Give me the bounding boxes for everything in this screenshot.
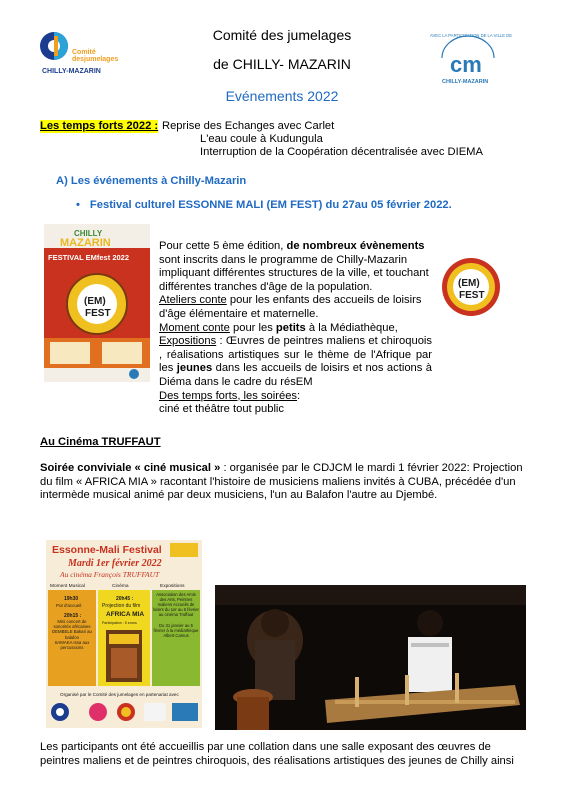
emfest-logo-fest: FEST: [459, 290, 485, 301]
expo-text: : Œuvres de peintres maliens et chiroquois , réalisations artistiques sur le thème de l'Afrique par les: [159, 335, 432, 375]
poster2-col3-head: Expositions: [160, 584, 185, 589]
poster2-date: Mardi 1er février 2022: [68, 558, 162, 569]
poster2-col3-b: Du 31 janvier au 5 février à la médiathèque Albert Camus: [153, 623, 199, 638]
poster1-festival-text: FESTIVAL EMfest 2022: [48, 253, 129, 262]
essonne-mali-poster-image: [46, 540, 202, 728]
poster2-col1-head: Moment Musical: [50, 584, 85, 589]
moment-label: Moment conte: [159, 321, 230, 334]
poster2-venue: Au cinéma François TRUFFAUT: [60, 570, 160, 579]
soirees-colon: :: [297, 389, 301, 402]
poster2-col1-c: DEMBELE Bakari au balafon: [52, 629, 92, 640]
logo-text-4: CHILLY-MAZARIN: [42, 68, 101, 75]
poster2-col2-film: AFRICA MIA: [106, 611, 145, 618]
moment-text: pour les: [229, 321, 276, 334]
poster2-col2-a: Projection du film: [102, 603, 141, 609]
intro-rest: sont inscrits dans le programme de Chilly-Mazarin impliquant différentes structures de la ville, et touchant différentes tranches d'âge de la population.: [159, 253, 429, 293]
poster2-col3-a: Association des Amis des Arts, Peintres maliens Accueils de loisirs du 1er au 6 février au cinéma Truffaut: [153, 592, 199, 617]
poster2-col1-time: 19h30: [64, 596, 79, 602]
poster1-top-text: CHILLY: [74, 229, 103, 238]
intro-text: Pour cette 5 ème édition,: [159, 240, 287, 252]
cm-logo-bottom-text: CHILLY-MAZARIN: [442, 79, 489, 85]
poster1-mark: (EM): [84, 296, 106, 307]
header-subtitle: de CHILLY- MAZARIN: [213, 56, 351, 72]
logo-text-3: jumelages: [84, 56, 119, 63]
temps-forts-item: L'eau coule à Kudungula: [200, 133, 323, 145]
poster2-col2-b: Participation : 5 euros: [102, 621, 137, 625]
temps-forts-label: Les temps forts 2022 :: [40, 120, 159, 132]
poster2-col1-b: Mini concert de sonorités africaines: [53, 619, 91, 630]
soiree-text: : organisée par le CDJCM le mardi 1 février 2022: Projection du film « AFRICA MIA » racontant l'histoire de musiciens maliens invités à CUBA, précédée d'un intermède musical animé par deux musiciens, l'un au Balafon l'autre au Djembé.: [40, 462, 523, 502]
logo-text-1: Comité: [72, 49, 96, 56]
poster1-city-text: MAZARIN: [60, 237, 111, 249]
header-events-title: Evénements 2022: [225, 88, 339, 104]
moment-bold: petits: [275, 321, 306, 334]
section-a-heading: A) Les événements à Chilly-Mazarin: [56, 175, 247, 187]
closing-paragraph: Les participants ont été accueillis par une collation dans une salle exposant des œuvres de peintres maliens et de peintres chiroquois, des réalisations artistiques des jeunes de Chilly ainsi: [40, 741, 514, 767]
expo-bold: jeunes: [176, 362, 213, 375]
expo-text-end: dans les accueils de loisirs et nos actions à Diéma dans le cadre du résEM: [159, 362, 432, 388]
logo-text-2: des: [72, 56, 85, 63]
poster2-col1-d: SAMAKA Issa aux percussions: [54, 639, 90, 651]
poster2-col1-a: Pot d'accueil: [56, 603, 82, 608]
emfest-logo-mark: (EM): [458, 278, 480, 289]
poster2-col2-time: 20h45 :: [116, 596, 134, 602]
festival-bullet-text: Festival culturel ESSONNE MALI (EM FEST) du 27au 05 février 2022.: [89, 199, 452, 211]
cinema-heading: Au Cinéma TRUFFAUT: [40, 436, 161, 448]
festival-description: [159, 240, 432, 417]
poster2-title: Essonne-Mali Festival: [52, 544, 162, 556]
soirees-label: Des temps forts, les soirées: [159, 389, 298, 402]
ateliers-label: Ateliers conte: [159, 294, 227, 307]
poster2-col2-head: Cinéma: [112, 584, 129, 589]
temps-forts-item: Interruption de la Coopération décentralisée avec DIEMA: [200, 146, 483, 158]
emfest-poster-image: [44, 224, 150, 382]
poster1-fest: FEST: [85, 308, 111, 319]
expo-label: Expositions: [159, 335, 217, 348]
festival-bullet: [76, 199, 452, 211]
cm-logo-top-text: AVEC LA PARTICIPATION DE LA VILLE DE: [430, 33, 512, 38]
soiree-paragraph: [40, 462, 525, 503]
poster2-col1-time2: 20h15 :: [64, 613, 82, 619]
cm-logo-mark: cm: [450, 52, 482, 77]
soirees-text: ciné et théâtre tout public: [159, 403, 285, 416]
bullet-icon: •: [76, 199, 80, 211]
header-title: Comité des jumelages: [212, 27, 352, 43]
poster2-footer: Organisé par le Comité des jumelages en partenariat avec: [60, 692, 179, 697]
intro-bold: de nombreux évènements: [286, 240, 425, 252]
emfest-logo: [441, 257, 501, 317]
moment-text-end: à la Médiathèque,: [305, 321, 398, 334]
soiree-bold: Soirée conviviale « ciné musical »: [40, 462, 224, 474]
musicians-photo: [215, 585, 526, 730]
ateliers-text: pour les enfants des accueils de loisirs d'âge élémentaire et maternelle.: [159, 294, 422, 320]
temps-forts-item: Reprise des Echanges avec Carlet: [162, 120, 335, 132]
temps-forts-list: [162, 120, 483, 159]
